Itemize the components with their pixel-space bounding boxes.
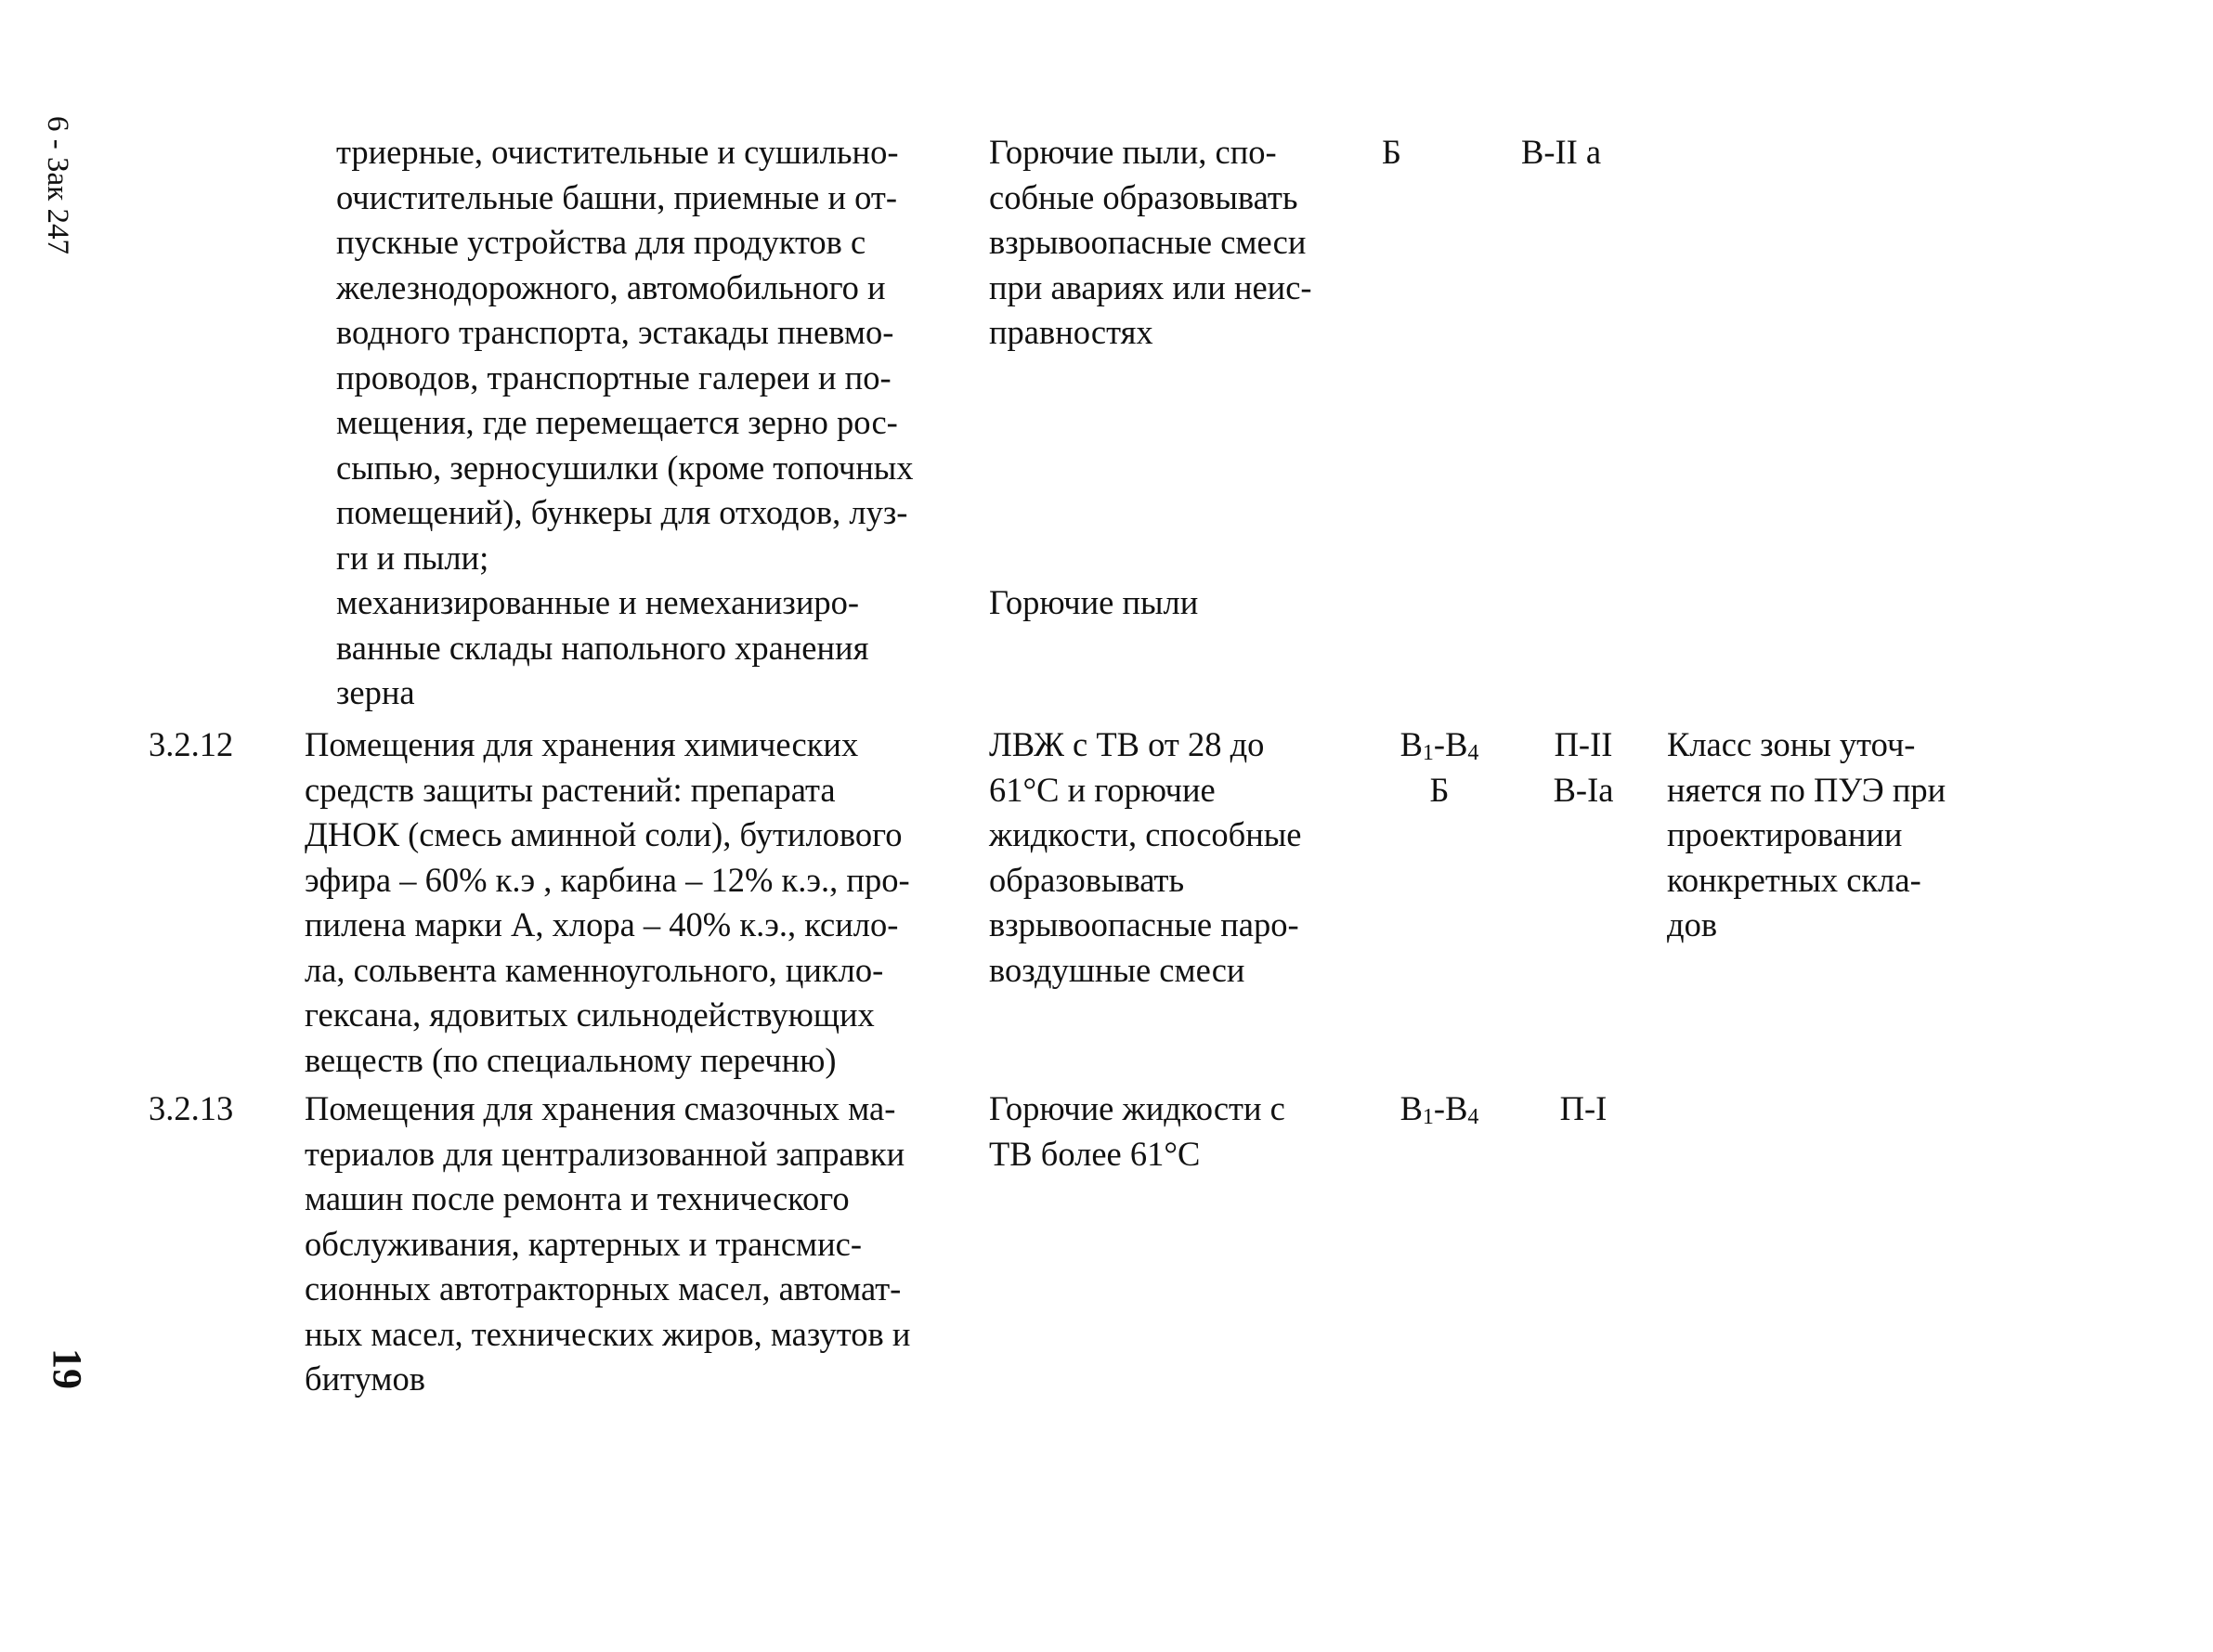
category-letter: -В bbox=[1433, 725, 1468, 763]
text-line: проектировании bbox=[1667, 815, 1903, 853]
text-line: ТВ более 61°С bbox=[989, 1134, 1201, 1173]
row-3-substance bbox=[989, 1086, 1379, 1177]
text-line: жидкости, способные bbox=[989, 815, 1302, 853]
text-line: В-II а bbox=[1521, 133, 1602, 171]
category-letter: В bbox=[1399, 725, 1423, 763]
text-line: при авариях или неис- bbox=[989, 267, 1312, 306]
text-line: сыпью, зерносушилки (кроме топочных bbox=[336, 448, 914, 487]
category-letter: В bbox=[1399, 1089, 1423, 1127]
text-line: 3.2.12 bbox=[149, 725, 234, 763]
text-line: правностях bbox=[989, 313, 1153, 351]
text-line: конкретных скла- bbox=[1667, 860, 1921, 899]
text-line: Класс зоны уточ- bbox=[1667, 725, 1916, 763]
row-2-category bbox=[1388, 722, 1491, 813]
text-line: собные образовывать bbox=[989, 177, 1298, 216]
text-line: машин после ремонта и технического bbox=[305, 1179, 850, 1217]
text-line: ла, сольвента каменноугольного, цикло- bbox=[305, 950, 884, 989]
category-value bbox=[1388, 768, 1491, 813]
text-line: ги и пыли; bbox=[336, 538, 489, 577]
text-line: механизированные и немеханизиро- bbox=[336, 583, 860, 621]
category-letter: Б bbox=[1429, 770, 1450, 809]
text-line: пускные устройства для продуктов с bbox=[336, 223, 866, 261]
text-line: няется по ПУЭ при bbox=[1667, 770, 1946, 809]
row-3-category bbox=[1388, 1086, 1491, 1132]
text-line: 61°С и горючие bbox=[989, 770, 1216, 809]
text-line: дов bbox=[1667, 905, 1718, 943]
category-value bbox=[1388, 722, 1491, 768]
text-line: Горючие пыли bbox=[989, 583, 1199, 621]
text-line: Горючие пыли, спо- bbox=[989, 133, 1277, 171]
side-note bbox=[20, 116, 85, 330]
category-subscript: 1 bbox=[1422, 741, 1434, 765]
text-line: проводов, транспортные галереи и по- bbox=[336, 358, 892, 397]
category-letter: -В bbox=[1433, 1089, 1468, 1127]
text-line: териалов для централизованной заправки bbox=[305, 1134, 905, 1173]
text-line: взрывоопасные смеси bbox=[989, 223, 1307, 261]
text-line: средств защиты растений: препарата bbox=[305, 770, 836, 809]
text-line: обслуживания, картерных и трансмис- bbox=[305, 1224, 863, 1263]
text-line: Помещения для хранения смазочных ма- bbox=[305, 1089, 896, 1127]
text-line: гексана, ядовитых сильнодействующих bbox=[305, 995, 875, 1034]
row-2-number bbox=[149, 722, 233, 768]
category-subscript: 4 bbox=[1467, 1105, 1479, 1129]
row-3-class bbox=[1523, 1086, 1644, 1132]
row-2-note bbox=[1667, 722, 2113, 948]
row-0-category bbox=[1382, 130, 1401, 176]
text-line: пилена марки А, хлора – 40% к.э., ксило- bbox=[305, 905, 899, 943]
row-0-class bbox=[1521, 130, 1601, 176]
text-line: Б bbox=[1382, 133, 1401, 171]
row-2-substance bbox=[989, 722, 1379, 993]
text-line: ДНОК (смесь аминной соли), бутилового bbox=[305, 815, 903, 853]
row-1-description bbox=[336, 580, 986, 716]
side-note-text: 6 - Зак 247 bbox=[41, 116, 74, 254]
row-2-description bbox=[305, 722, 983, 1083]
text-line: зерна bbox=[336, 673, 415, 711]
page-number bbox=[37, 1348, 102, 1423]
text-line: веществ (по специальному перечню) bbox=[305, 1040, 837, 1079]
text-line: ЛВЖ с ТВ от 28 до bbox=[989, 725, 1265, 763]
text-line: воздушные смеси bbox=[989, 950, 1245, 989]
row-0-substance bbox=[989, 130, 1379, 356]
row-3-description bbox=[305, 1086, 983, 1402]
text-line: мещения, где перемещается зерно рос- bbox=[336, 403, 898, 441]
row-1-substance bbox=[989, 580, 1379, 626]
text-line: Помещения для хранения химических bbox=[305, 725, 859, 763]
text-line: 3.2.13 bbox=[149, 1089, 234, 1127]
row-0-description bbox=[336, 130, 986, 580]
row-2-class bbox=[1523, 722, 1644, 813]
page-number-text: 19 bbox=[45, 1348, 90, 1389]
text-line: ных масел, технических жиров, мазутов и bbox=[305, 1314, 911, 1353]
text-line: Горючие жидкости с bbox=[989, 1089, 1285, 1127]
text-line: П-II bbox=[1554, 725, 1613, 763]
text-line: битумов bbox=[305, 1359, 425, 1398]
text-line: водного транспорта, эстакады пневмо- bbox=[336, 313, 894, 351]
row-3-number bbox=[149, 1086, 233, 1132]
text-line: образовывать bbox=[989, 860, 1185, 899]
text-line: взрывоопасные паро- bbox=[989, 905, 1299, 943]
text-line: П-I bbox=[1559, 1089, 1608, 1127]
text-line: триерные, очистительные и сушильно- bbox=[336, 133, 899, 171]
category-value bbox=[1388, 1086, 1491, 1132]
category-subscript: 1 bbox=[1422, 1105, 1434, 1129]
text-line: железнодорожного, автомобильного и bbox=[336, 267, 886, 306]
category-subscript: 4 bbox=[1467, 741, 1479, 765]
text-line: эфира – 60% к.э , карбина – 12% к.э., про- bbox=[305, 860, 910, 899]
text-line: ванные склады напольного хранения bbox=[336, 628, 869, 667]
text-line: очистительные башни, приемные и от- bbox=[336, 177, 897, 216]
text-line: помещений), бункеры для отходов, луз- bbox=[336, 493, 908, 531]
text-line: В-Iа bbox=[1553, 770, 1614, 809]
text-line: сионных автотракторных масел, автомат- bbox=[305, 1269, 902, 1307]
